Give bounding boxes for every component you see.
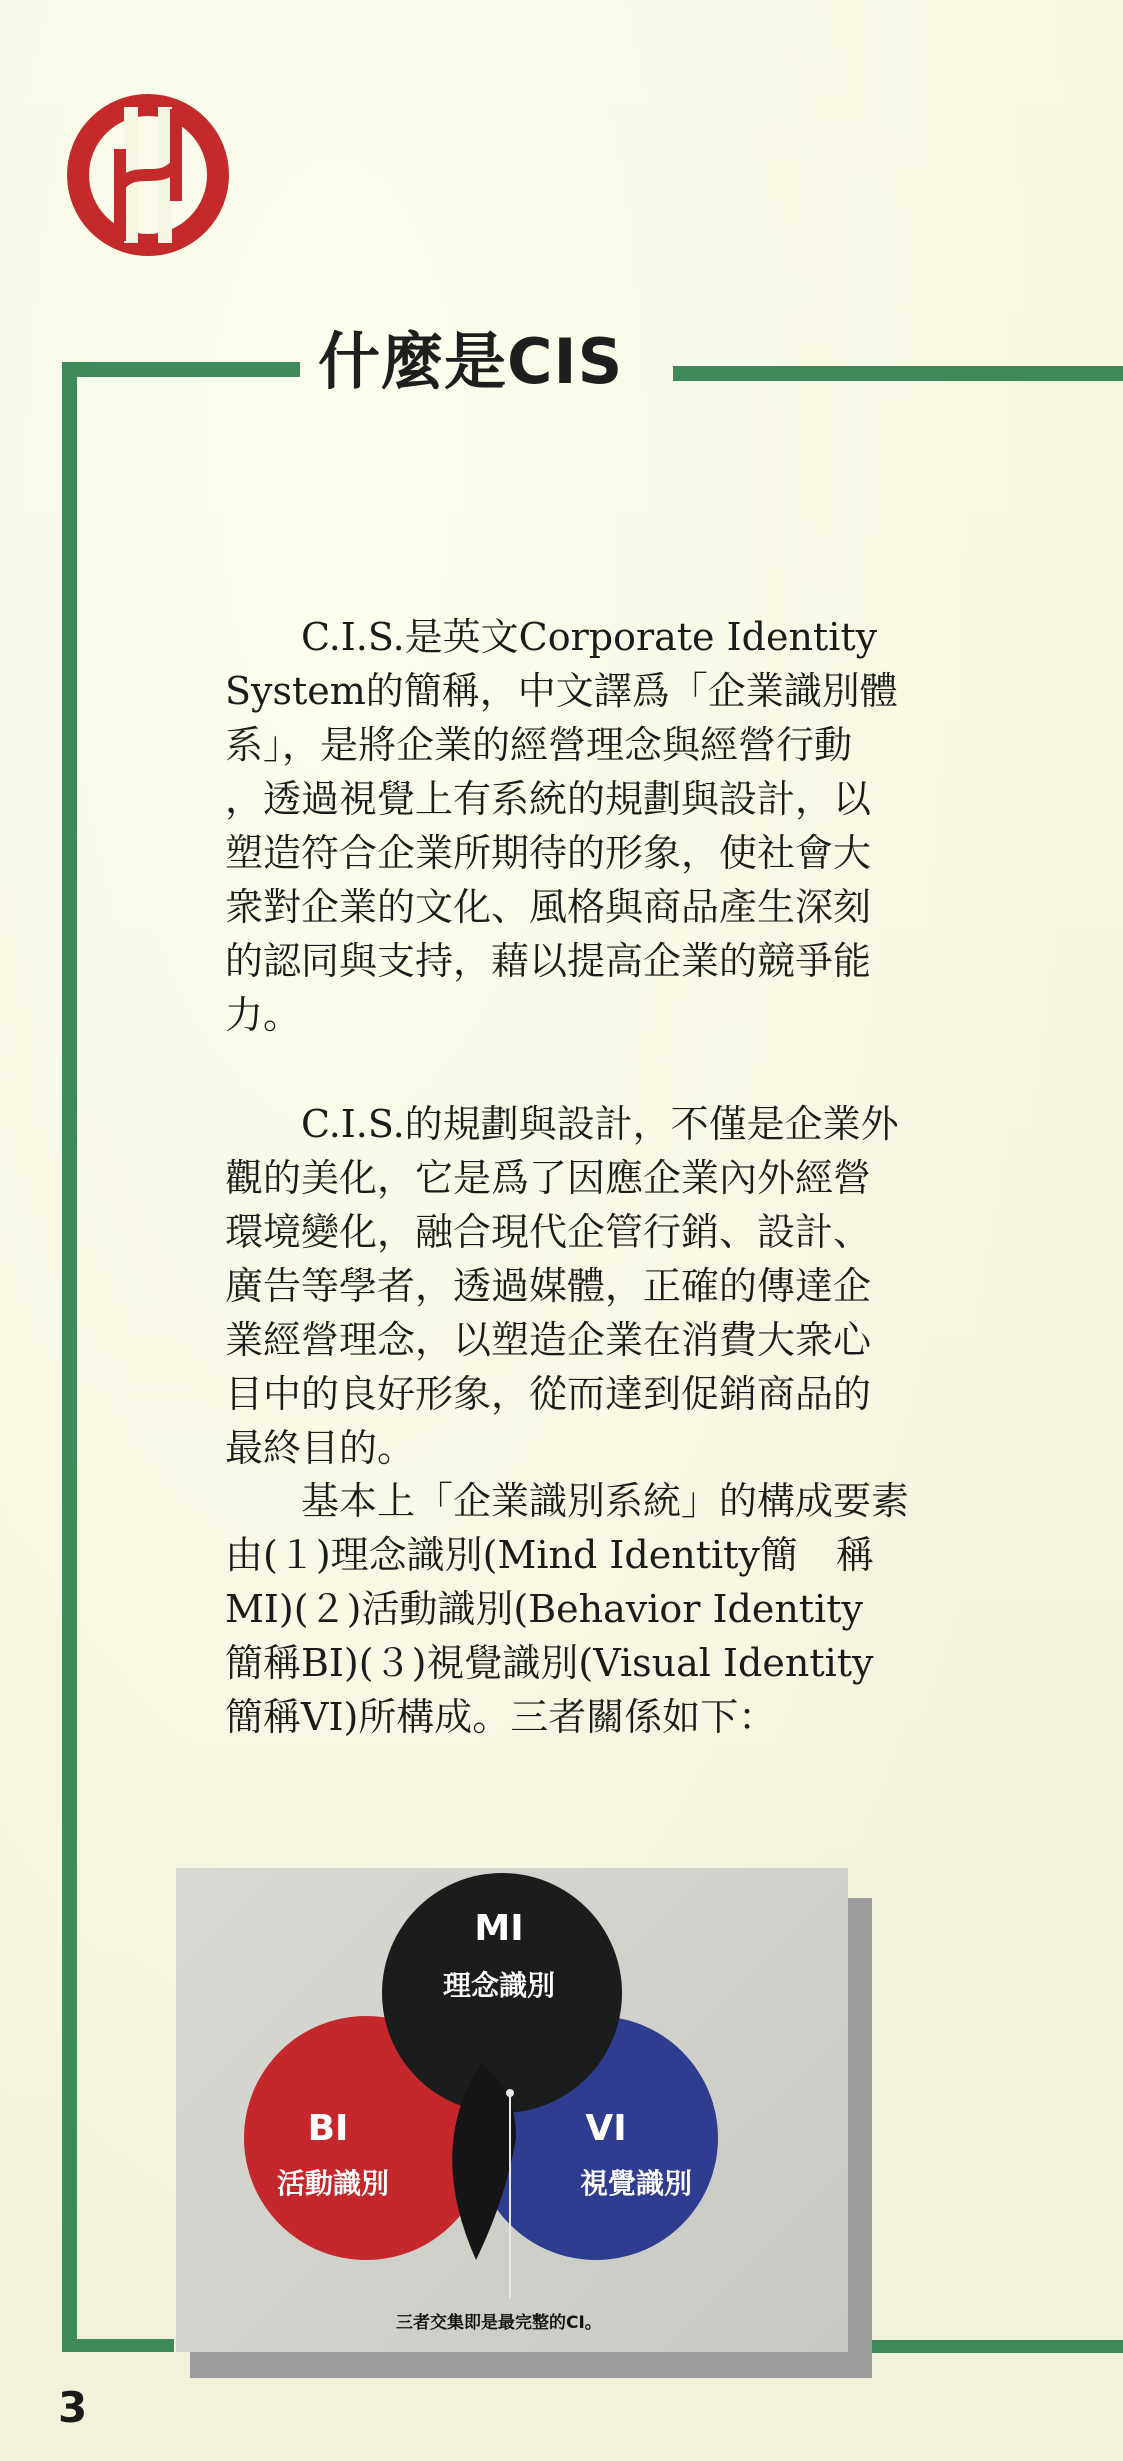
text-line: 目中的良好形象，從而達到促銷商品的 [225,1372,872,1416]
frame-left-line [62,362,77,2352]
text-line: System的簡稱，中文譯爲「企業識別體 [225,669,898,713]
text-line: 最終目的。 [225,1426,416,1470]
frame-bottom-right-line [845,2340,1123,2353]
vi-name-label: 視覺識別 [579,2167,692,2200]
page-number: 3 [58,2383,88,2432]
company-logo-icon [58,85,238,265]
frame-top-left-line [62,362,300,377]
text-line: 廣告等學者，透過媒體，正確的傳達企 [225,1264,872,1308]
vi-abbr-label: VI [585,2108,627,2149]
text-line: 由(１)理念識別(Mind Identity簡 稱 [225,1533,874,1577]
text-line: C.I.S.的規劃與設計，不僅是企業外 [225,1102,899,1146]
center-pointer-dot [506,2089,514,2097]
diagram-caption: 三者交集即是最完整的CI。 [396,2313,602,2333]
text-line: 業經營理念，以塑造企業在消費大衆心 [225,1318,872,1362]
text-line: 簡稱VI)所構成。三者關係如下： [225,1695,777,1739]
paragraph-definition [225,610,1015,1042]
text-line: 塑造符合企業所期待的形象，使社會大 [225,831,872,875]
text-line: 系」，是將企業的經營理念與經營行動 [225,723,853,767]
text-line: 簡稱BI)(３)視覺識別(Visual Identity [225,1641,874,1685]
paragraph-purpose [225,1097,1015,1475]
mi-abbr-label: MI [474,1908,524,1949]
text-line: ，透過視覺上有系統的規劃與設計，以 [225,777,872,821]
text-line: 力。 [225,993,302,1037]
text-line: 的認同與支持，藉以提高企業的競爭能 [225,939,872,983]
page-title: 什麼是CIS [318,325,624,398]
text-line: 衆對企業的文化、風格與商品產生深刻 [225,885,872,929]
text-line: C.I.S.是英文Corporate Identity [225,615,878,659]
paragraph-components [225,1474,1015,1744]
bi-abbr-label: BI [307,2108,349,2149]
text-line: 基本上「企業識別系統」的構成要素 [225,1479,910,1523]
bi-name-label: 活動識別 [276,2167,389,2200]
mi-name-label: 理念識別 [442,1969,555,2002]
cis-venn-diagram [176,1868,848,2352]
text-line: MI)(２)活動識別(Behavior Identity [225,1587,863,1631]
text-line: 觀的美化，它是爲了因應企業內外經營 [225,1156,872,1200]
frame-top-right-line [673,366,1123,381]
text-line: 環境變化，融合現代企管行銷、設計、 [225,1210,872,1254]
frame-bottom-left-line [62,2339,174,2352]
